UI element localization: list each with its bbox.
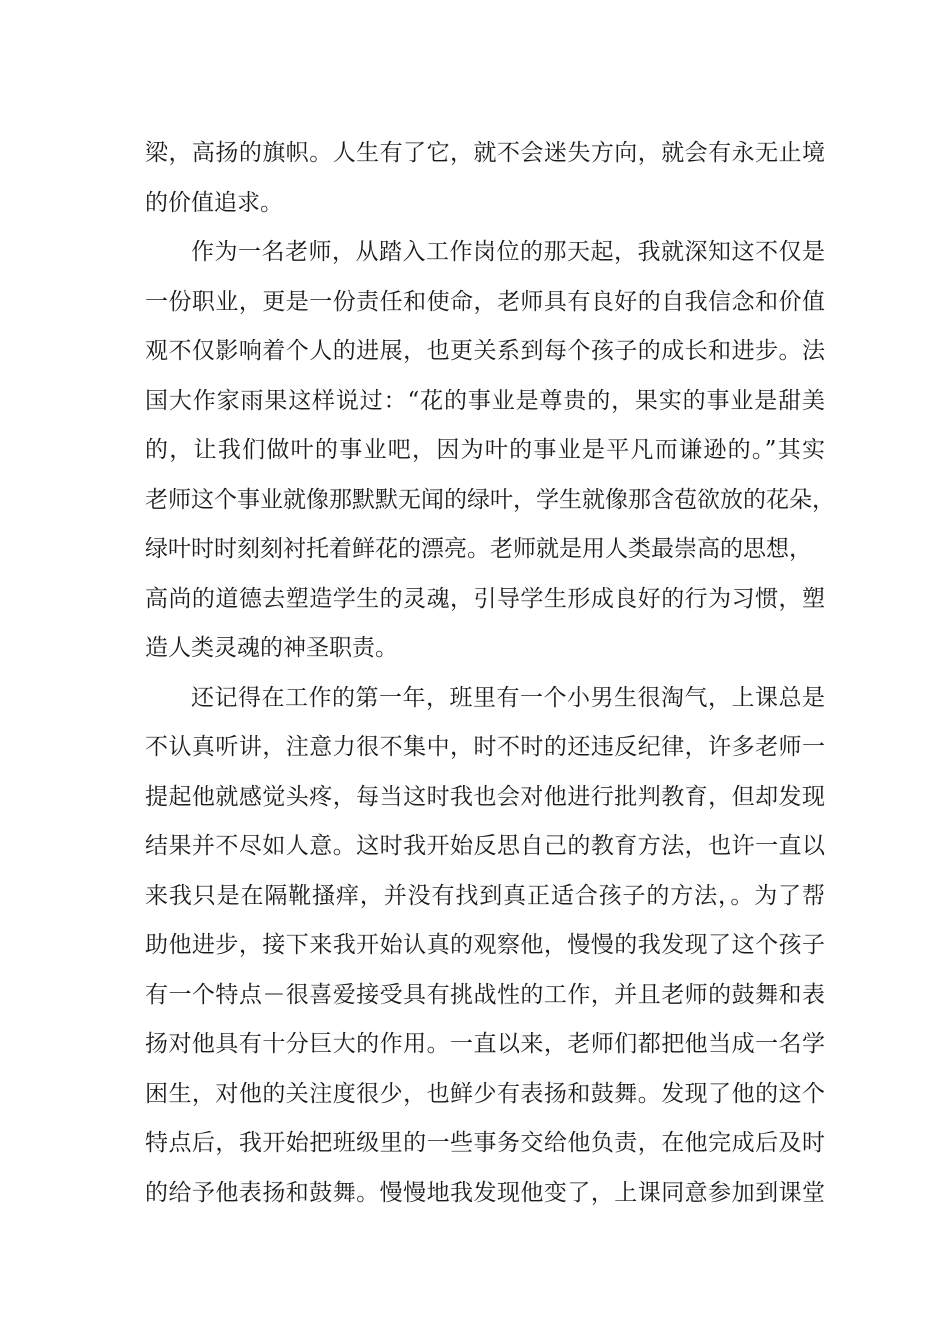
text-line: 观不仅影响着个人的进展，也更关系到每个孩子的成长和进步。法 xyxy=(145,338,825,364)
document-body xyxy=(145,129,835,1218)
text-line: 老师这个事业就像那默默无闻的绿叶，学生就像那含苞欲放的花朵， xyxy=(145,486,835,513)
text-line: 国大作家雨果这样说过：“花的事业是尊贵的，果实的事业是甜美 xyxy=(145,387,825,414)
text-line: 提起他就感觉头疼，每当这时我也会对他进行批判教育，但却发现 xyxy=(145,783,825,810)
text-line: 扬对他具有十分巨大的作用。一直以来，老师们都把他当成一名学 xyxy=(145,1031,825,1057)
paragraph-start-line: 作为一名老师，从踏入工作岗位的那天起，我就深知这不仅是 xyxy=(191,239,825,265)
text-line: 造人类灵魂的神圣职责。 xyxy=(145,635,398,661)
text-line: 来我只是在隔靴搔痒，并没有找到真正适合孩子的方法，。为了帮 xyxy=(145,882,825,909)
text-line: 助他进步，接下来我开始认真的观察他，慢慢的我发现了这个孩子 xyxy=(145,932,825,958)
text-line: 的给予他表扬和鼓舞。慢慢地我发现他变了，上课同意参加到课堂 xyxy=(145,1179,825,1206)
text-line: 不认真听讲，注意力很不集中，时不时的还违反纪律，许多老师一 xyxy=(145,734,825,760)
text-line: 困生，对他的关注度很少，也鲜少有表扬和鼓舞。发现了他的这个 xyxy=(145,1080,825,1107)
text-line: 一份职业，更是一份责任和使命，老师具有良好的自我信念和价值 xyxy=(145,288,825,315)
text-line: 梁，高扬的旗帜。人生有了它，就不会迷失方向，就会有永无止境 xyxy=(145,140,825,166)
text-line: 结果并不尽如人意。这时我开始反思自己的教育方法，也许一直以 xyxy=(145,833,825,859)
text-line: 有一个特点－很喜爱接受具有挑战性的工作，并且老师的鼓舞和表 xyxy=(145,981,825,1008)
text-line: 绿叶时时刻刻衬托着鲜花的漂亮。老师就是用人类最崇高的思想， xyxy=(145,536,812,562)
text-line: 的，让我们做叶的事业吧，因为叶的事业是平凡而谦逊的。”其实 xyxy=(145,437,825,463)
text-line: 高尚的道德去塑造学生的灵魂，引导学生形成良好的行为习惯，塑 xyxy=(145,585,825,612)
text-line: 特点后，我开始把班级里的一些事务交给他负责，在他完成后及时 xyxy=(145,1130,825,1156)
paragraph-start-line: 还记得在工作的第一年，班里有一个小男生很淘气，上课总是 xyxy=(191,684,825,711)
text-line: 的价值追求。 xyxy=(145,189,283,216)
